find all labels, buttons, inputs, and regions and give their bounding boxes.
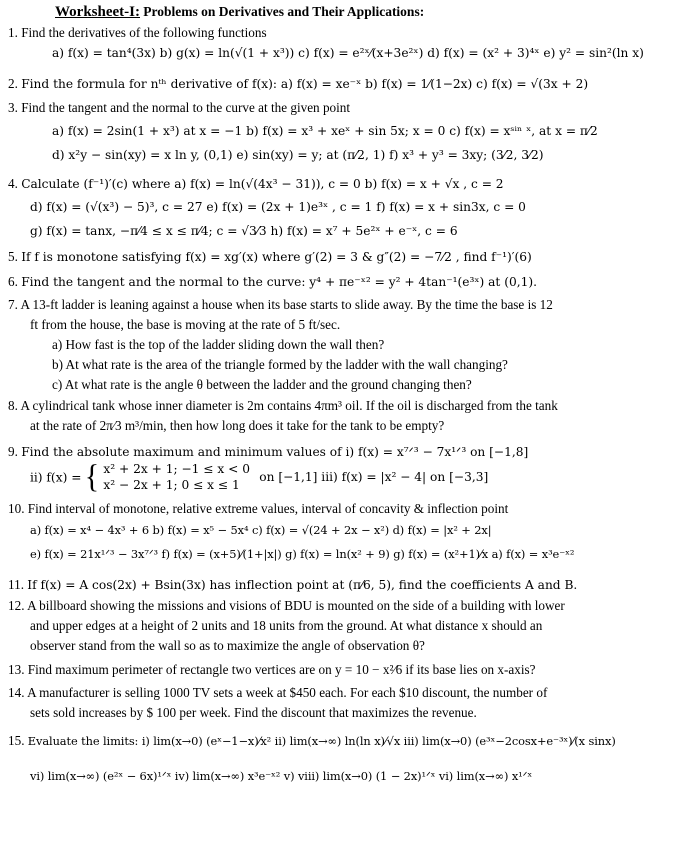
problem-9-part-ii	[30, 458, 489, 496]
problem-5	[8, 249, 532, 265]
problem-text: Find the tangent and the normal to the curve: y⁴ + πe⁻ˣ² = y² + 4tan⁻¹(e³ˣ) at (0,1).	[21, 275, 537, 289]
problem-number: 13.	[8, 662, 25, 677]
problem-4	[8, 176, 504, 192]
worksheet-subtitle: Problems on Derivatives and Their Applications:	[143, 4, 425, 19]
worksheet-heading	[55, 4, 424, 22]
problem-15	[8, 733, 616, 749]
problem-number: 5.	[8, 249, 18, 264]
problem-7-part-c: c) At what rate is the angle θ between the ladder and the ground changing then?	[52, 377, 472, 392]
problem-9	[8, 444, 528, 460]
problem-text: A 13-ft ladder is leaning against a house when its base starts to slide away. By the time the base is 12	[20, 297, 553, 312]
problem-3-row-2: d) x²y − sin(xy) = x ln y, (0,1) e) sin(xy) = y; at (π⁄2, 1) f) x³ + y³ = 3xy; (3⁄2, 3⁄2)	[52, 148, 544, 162]
case-1: x² + 2x + 1; −1 ≤ x < 0	[103, 462, 250, 476]
problem-number: 3.	[8, 100, 18, 115]
problem-number: 12.	[8, 598, 25, 613]
problem-text: If f is monotone satisfying f(x) = xg′(x) where g′(2) = 3 & g″(2) = −7⁄2 , find f⁻¹)′(6)	[21, 250, 532, 264]
problem-text: If f(x) = A cos(2x) + Bsin(3x) has inflection point at (π⁄6, 5), find the coefficients A and B.	[27, 578, 578, 592]
problem-12-continued-1: and upper edges at a height of 2 units and 18 units from the ground. At what distance x should an	[30, 618, 543, 633]
problem-12	[8, 598, 565, 614]
problem-12-continued-2: observer stand from the wall so as to maximize the angle of observation θ?	[30, 638, 425, 653]
problem-10-row-2: e) f(x) = 21x¹ᐟ³ − 3x⁷ᐟ³ f) f(x) = (x+5)⁄(1+|x|) g) f(x) = ln(x² + 9) g) f(x) = (x²+1)⁄x a) f(x) = x³e⁻ˣ²	[30, 547, 575, 561]
problem-14-continued: sets sold increases by $ 100 per week. Find the discount that maximizes the revenue.	[30, 705, 477, 720]
problem-text: Find the formula for nᵗʰ derivative of f(x): a) f(x) = xe⁻ˣ b) f(x) = 1⁄(1−2x) c) f(x) = √(3x + 2)	[21, 77, 589, 91]
problem-number: 6.	[8, 274, 18, 289]
problem-1-parts: a) f(x) = tan⁴(3x) b) g(x) = ln(√(1 + x³)) c) f(x) = e²ˣ⁄(x+3e²ˣ) d) f(x) = (x² + 3)⁴ˣ e) y² = sin²(ln x)	[52, 46, 644, 60]
problem-6	[8, 274, 537, 290]
problem-15-row-2: vi) lim(x→∞) (e²ˣ − 6x)¹ᐟˣ iv) lim(x→∞) x³e⁻ˣ² v) viii) lim(x→0) (1 − 2x)¹ᐟˣ vi) lim(x→∞) x¹ᐟˣ	[30, 769, 533, 783]
problem-number: 1.	[8, 25, 18, 40]
problem-text: Evaluate the limits: i) lim(x→0) (eˣ−1−x)⁄x² ii) lim(x→∞) ln(ln x)⁄√x iii) lim(x→0) (e³ˣ−2cosx+e⁻³ˣ)⁄(x sinx)	[27, 734, 616, 748]
problem-4-row-2: g) f(x) = tanx, −π⁄4 ≤ x ≤ π⁄4; c = √3⁄3 h) f(x) = x⁷ + 5e²ˣ + e⁻ˣ, c = 6	[30, 224, 458, 238]
problem-10	[8, 501, 508, 517]
problem-text: Calculate (f⁻¹)′(c) where a) f(x) = ln(√(4x³ − 31)), c = 0 b) f(x) = x + √x , c = 2	[21, 177, 504, 191]
problem-text: A manufacturer is selling 1000 TV sets a week at $450 each. For each $10 discount, the number of	[27, 685, 548, 700]
problem-4-row-1: d) f(x) = (√(x³) − 5)³, c = 27 e) f(x) = (2x + 1)e³ˣ , c = 1 f) f(x) = x + sin3x, c = 0	[30, 200, 526, 214]
problem-number: 9.	[8, 444, 18, 459]
problem-10-row-1: a) f(x) = x⁴ − 4x³ + 6 b) f(x) = x⁵ − 5x⁴ c) f(x) = √(24 + 2x − x²) d) f(x) = |x² + 2x|	[30, 523, 492, 537]
problem-7-continued: ft from the house, the base is moving at the rate of 5 ft/sec.	[30, 317, 341, 332]
problem-3-row-1: a) f(x) = 2sin(1 + x³) at x = −1 b) f(x) = x³ + xeˣ + sin 5x; x = 0 c) f(x) = xˢⁱⁿ ˣ, at x = π⁄2	[52, 124, 598, 138]
problem-11	[8, 577, 577, 593]
problem-8-continued: at the rate of 2π⁄3 m³/min, then how long does it take for the tank to be empty?	[30, 418, 445, 433]
problem-14	[8, 685, 547, 701]
problem-2	[8, 76, 588, 92]
problem-text: Find the derivatives of the following functions	[21, 25, 267, 40]
piecewise-cases	[103, 461, 250, 494]
problem-number: 2.	[8, 76, 18, 91]
left-brace: {	[84, 458, 100, 496]
problem-7	[8, 297, 553, 313]
problem-3	[8, 100, 350, 116]
piecewise-tail: on [−1,1] iii) f(x) = |x² − 4| on [−3,3]	[259, 470, 489, 485]
problem-8	[8, 398, 558, 414]
problem-number: 11.	[8, 577, 24, 592]
problem-number: 15.	[8, 733, 25, 748]
problem-text: Find the absolute maximum and minimum values of i) f(x) = x⁷ᐟ³ − 7x¹ᐟ³ on [−1,8]	[21, 445, 529, 459]
problem-text: Find maximum perimeter of rectangle two vertices are on y = 10 − x²⁄6 if its base lies on x-axis?	[27, 662, 536, 677]
problem-number: 8.	[8, 398, 18, 413]
problem-number: 4.	[8, 176, 18, 191]
case-2: x² − 2x + 1; 0 ≤ x ≤ 1	[103, 478, 240, 493]
problem-13	[8, 662, 536, 678]
problem-number: 10.	[8, 501, 25, 516]
problem-1	[8, 25, 267, 41]
problem-number: 14.	[8, 685, 25, 700]
piecewise-label: ii) f(x) =	[30, 470, 82, 485]
problem-text: A billboard showing the missions and visions of BDU is mounted on the side of a building with lower	[27, 598, 565, 613]
problem-text: Find the tangent and the normal to the curve at the given point	[21, 100, 351, 115]
problem-text: Find interval of monotone, relative extreme values, interval of concavity & inflection point	[27, 501, 509, 516]
problem-7-part-a: a) How fast is the top of the ladder sliding down the wall then?	[52, 337, 385, 352]
problem-text: A cylindrical tank whose inner diameter is 2m contains 4πm³ oil. If the oil is discharged from the tank	[20, 398, 558, 413]
problem-number: 7.	[8, 297, 18, 312]
worksheet-title: Worksheet-I	[55, 4, 135, 20]
problem-7-part-b: b) At what rate is the area of the triangle formed by the ladder with the wall changing?	[52, 357, 508, 372]
title-colon: :	[135, 4, 140, 20]
